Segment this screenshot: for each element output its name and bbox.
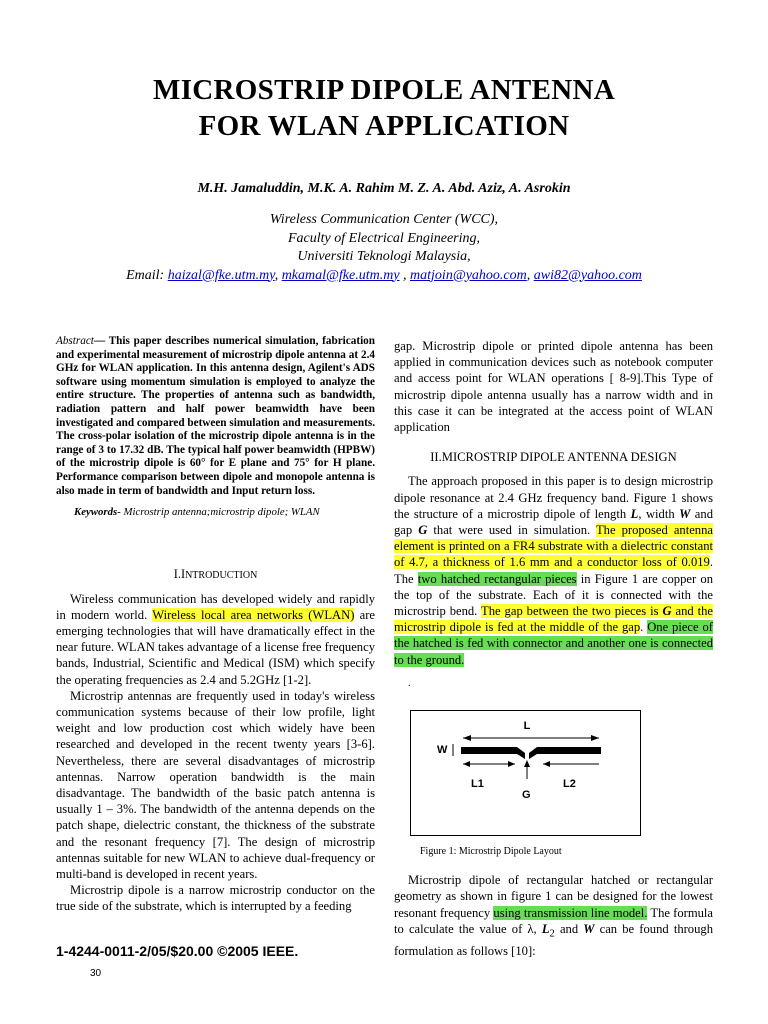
email-link-2[interactable]: mkamal@fke.utm.my <box>281 267 400 283</box>
affiliation-line-3: Universiti Teknologi Malaysia, <box>297 249 471 264</box>
l2-arrow-head-left <box>543 761 550 767</box>
section-heading-introduction <box>56 566 375 584</box>
section-heading-design: II.MICROSTRIP DIPOLE ANTENNA DESIGN <box>430 450 677 465</box>
email-link-3[interactable]: matjoin@yahoo.com <box>410 267 527 283</box>
gap-arrow-head <box>524 760 530 767</box>
title-line-1: MICROSTRIP DIPOLE ANTENNA <box>153 74 615 106</box>
label-L2: L2 <box>563 778 576 791</box>
intro-paragraph-3: Microstrip dipole is a narrow microstrip conductor on the true side of the substrate, which is interrupted by a feeding <box>56 883 375 914</box>
text-run: . The <box>394 555 713 586</box>
label-L: L <box>523 720 531 733</box>
keywords-label: Keywords- <box>74 506 121 519</box>
figure-dipole-layout <box>410 710 641 836</box>
symbol-G: G <box>418 523 428 538</box>
text-run: are emerging technologies that will have dramatically effect in the near future. WLAN takes advantage of a license free frequency bands, Industrial, Scientific and Medical (ISM) which specify the operating frequencies as 2.4 and 5.2GHz [1-2]. <box>56 607 375 687</box>
text-run: and the microstrip dipole is fed at the middle of the gap <box>394 604 713 635</box>
design-paragraph-1 <box>394 473 713 667</box>
email-line: Email: haizal@fke.utm.my, mkamal@fke.utm.my , matjoin@yahoo.com, awi82@yahoo.com <box>126 267 642 283</box>
paper-title <box>0 72 768 144</box>
affiliation-line-2: Faculty of Electrical Engineering, <box>287 230 481 246</box>
arrow-head-right <box>591 735 599 741</box>
abstract-dash: — <box>93 335 109 347</box>
text-run: The formula to calculate the value of λ, <box>394 905 714 936</box>
symbol-L: L <box>541 921 550 936</box>
design-paragraph-2 <box>394 872 713 959</box>
figure-caption: Figure 1: Microstrip Dipole Layout <box>420 846 562 858</box>
intro-paragraph-2: Microstrip antennas are frequently used in today's wireless communication systems because of their low profile, light weight and low production cost which widely have been researched and developed in the recent twenty years [3-6]. Nevertheless, there are several disadvantages of microstrip antennas. Narrow operation bandwidth is the main disadvantage. The bandwidth of the basic patch antenna is usually 1 – 3%. The bandwidth of the antenna depends on the patch shape, dielectric constant, the thickness of the substrate and the resonant frequency [7]. The design of microstrip antennas suitable for new WLAN to achieve dual-frequency or multi-band is developed in recent years. <box>56 688 375 881</box>
text-run: . <box>640 620 648 635</box>
subscript-2: 2 <box>549 928 555 940</box>
highlight-transmission-line: using transmission line model. <box>493 905 648 920</box>
affiliation-block <box>0 211 768 285</box>
label-G: G <box>522 789 531 802</box>
text-run: can be found through formulation as follows [10]: <box>394 921 713 958</box>
page-number: 30 <box>90 968 102 979</box>
symbol-W: W <box>583 921 595 936</box>
highlight-substrate: The proposed antenna element is printed on a FR4 substrate with a dielectric constant of 4.7, a thickness of 1.6 mm and a conductor loss of 0.019 <box>394 523 713 570</box>
intro-paragraph-1 <box>56 591 375 688</box>
symbol-W: W <box>679 506 691 521</box>
ieee-footer: 1-4244-0011-2/05/$20.00 ©2005 IEEE. <box>56 943 299 959</box>
author-list: M.H. Jamaluddin, M.K. A. Rahim M. Z. A. Abd. Aziz, A. Asrokin <box>197 181 571 196</box>
left-column <box>56 335 375 915</box>
dipole-arm-right <box>529 747 601 759</box>
highlight-hatched-pieces: two hatched rectangular pieces <box>417 571 577 586</box>
highlight-wlan: Wireless local area networks (WLAN) <box>152 607 355 622</box>
email-link-4[interactable]: awi82@yahoo.com <box>533 267 642 283</box>
abstract-paragraph <box>56 335 375 498</box>
right-column <box>394 338 713 959</box>
text-run: Wireless communication has developed widely and rapidly in modern world. <box>56 591 375 622</box>
text-run: that were used in simulation. <box>427 523 596 538</box>
affiliation-line-1: Wireless Communication Center (WCC), <box>269 212 499 227</box>
text-run: and gap <box>394 506 713 538</box>
email-link-1[interactable]: haizal@fke.utm.my <box>167 267 275 283</box>
keywords-text: Microstrip antenna;microstrip dipole; WLAN <box>120 506 320 519</box>
section-heading-initial: I <box>180 567 186 582</box>
l1-arrow-head-right <box>508 761 515 767</box>
label-W: W <box>437 744 448 757</box>
text-run: in Figure 1 are copper on the top of the substrate. Each of it is connected with the microstrip bend. <box>394 571 713 619</box>
arrow-head-left <box>463 735 471 741</box>
title-line-2: FOR WLAN APPLICATION <box>198 110 570 142</box>
text-run: The gap between the two pieces is <box>481 604 663 619</box>
text-run: , width <box>638 506 680 521</box>
symbol-L: L <box>630 506 639 521</box>
section-number: I. <box>173 567 181 582</box>
stray-dot: . <box>408 677 411 689</box>
highlight-feed: One piece of the hatched is fed with connector and another one is connected to the ground. <box>394 620 713 667</box>
text-run: Microstrip dipole of rectangular hatched or rectangular geometry as shown in figure 1 can be designed for the lowest resonant frequency <box>394 873 713 920</box>
abstract-label: Abstract <box>56 335 94 347</box>
keywords-line <box>74 504 375 520</box>
symbol-G: G <box>662 604 672 619</box>
text-run: The approach proposed in this paper is to design microstrip dipole resonance at 2.4 GHz frequency band. Figure 1 shows the structure of a microstrip dipole of length <box>394 474 713 521</box>
text-run: and <box>554 921 584 936</box>
email-label: Email: <box>126 267 165 283</box>
continued-paragraph: gap. Microstrip dipole or printed dipole antenna has been applied in communication devices such as notebook computer and access point for WLAN operations [ 8-9].This Type of microstrip dipole antenna usually has a narrow width and in this case it can be integrated at the access point of WLAN application <box>394 339 713 435</box>
section-heading-smallcaps: NTRODUCTION <box>185 570 258 582</box>
abstract-text: This paper describes numerical simulation, fabrication and experimental measurement of microstrip dipole antenna at 2.4 GHz for WLAN application. In this antenna design, Agilent's ADS software using momentum simulation is employed to analyze the entire structure. The properties of antenna such as bandwidth, radiation pattern and half power beamwidth have been investigated and compared between simulation and measurements. The cross-polar isolation of the microstrip dipole antenna is in the range of 3 to 17.32 dB. The typical half power beamwidth (HPBW) of the microstrip dipole is 60° for E plane and 75° for H plane. Performance comparison between dipole and monopole antenna is also made in term of bandwidth and Input return loss. <box>56 335 375 497</box>
l1-arrow-head-left <box>463 761 470 767</box>
dipole-diagram <box>411 711 640 835</box>
dipole-arm-left <box>461 747 525 759</box>
label-L1: L1 <box>471 778 484 791</box>
